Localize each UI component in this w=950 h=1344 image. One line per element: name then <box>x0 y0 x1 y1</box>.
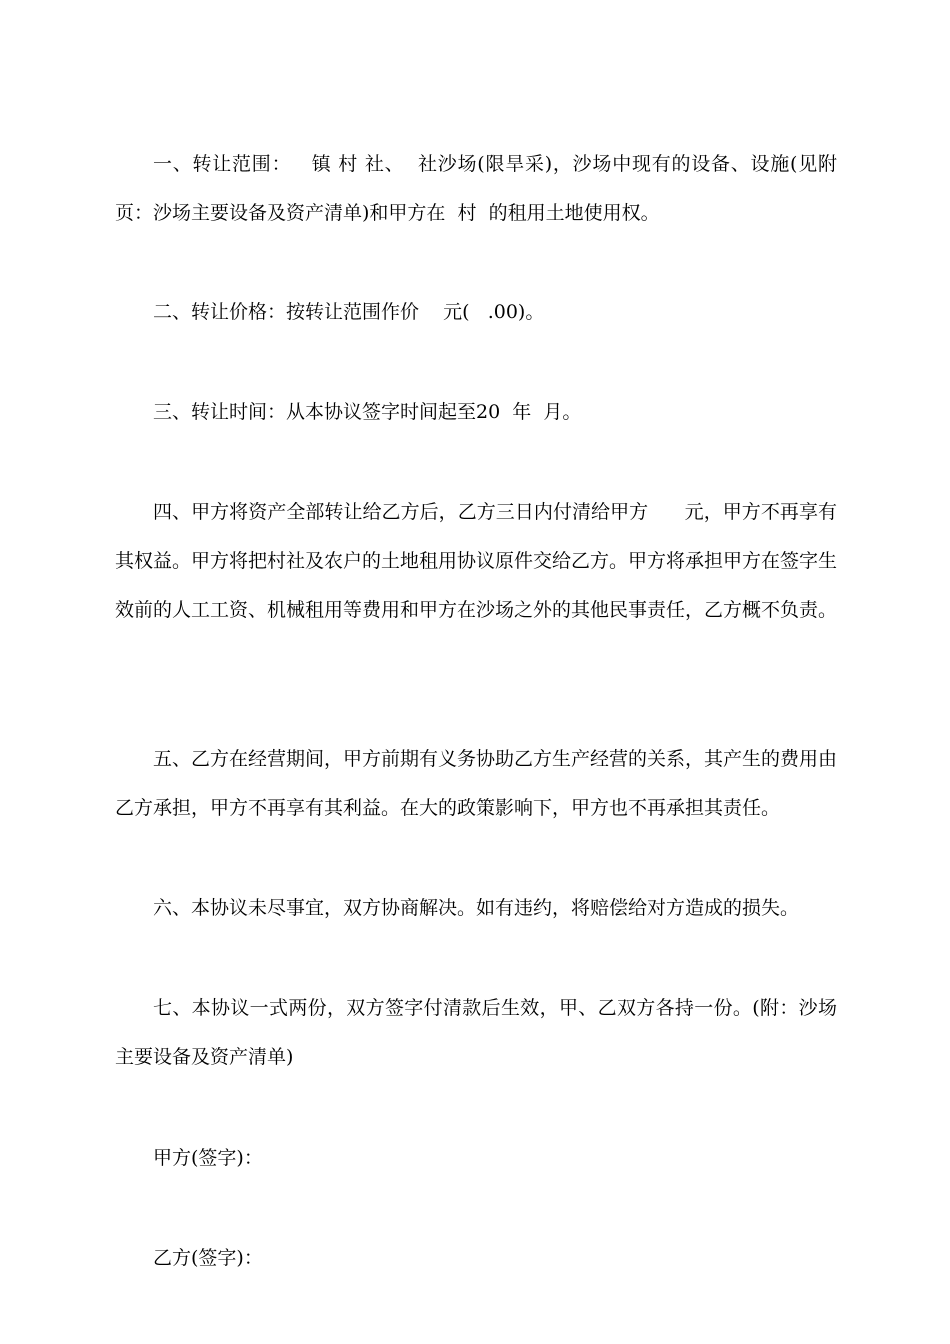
signature-party-b: 乙方(签字)： <box>153 1247 263 1269</box>
clause-operation-period: 五、乙方在经营期间，甲方前期有义务协助乙方生产经营的关系，其产生的费用由乙方承担，甲方不再享有其利益。在大的政策影响下，甲方也不再承担其责任。 <box>115 748 838 819</box>
clause-payment-and-liability: 四、甲方将资产全部转让给乙方后，乙方三日内付清给甲方 元，甲方不再享有其权益。甲方将把村社及农户的土地租用协议原件交给乙方。甲方将承担甲方在签字生效前的人工工资、机械租用等费用和甲方在沙场之外的其他民事责任，乙方概不负责。 <box>115 501 838 621</box>
clause-transfer-price: 二、转让价格：按转让范围作价 元( .00)。 <box>153 301 545 323</box>
clause-unresolved-matters: 六、本协议未尽事宜，双方协商解决。如有违约，将赔偿给对方造成的损失。 <box>153 897 800 919</box>
clause-transfer-scope: 一、转让范围： 镇 村 社、 社沙场(限旱采)，沙场中现有的设备、设施(见附页：沙场主要设备及资产清单)和甲方在 村 的租用土地使用权。 <box>115 153 837 224</box>
clause-transfer-time: 三、转让时间：从本协议签字时间起至20 年 月。 <box>153 401 582 423</box>
signature-party-a: 甲方(签字)： <box>153 1147 263 1169</box>
clause-copies-and-effect: 七、本协议一式两份，双方签字付清款后生效，甲、乙双方各持一份。(附：沙场主要设备及资产清单) <box>115 997 837 1068</box>
